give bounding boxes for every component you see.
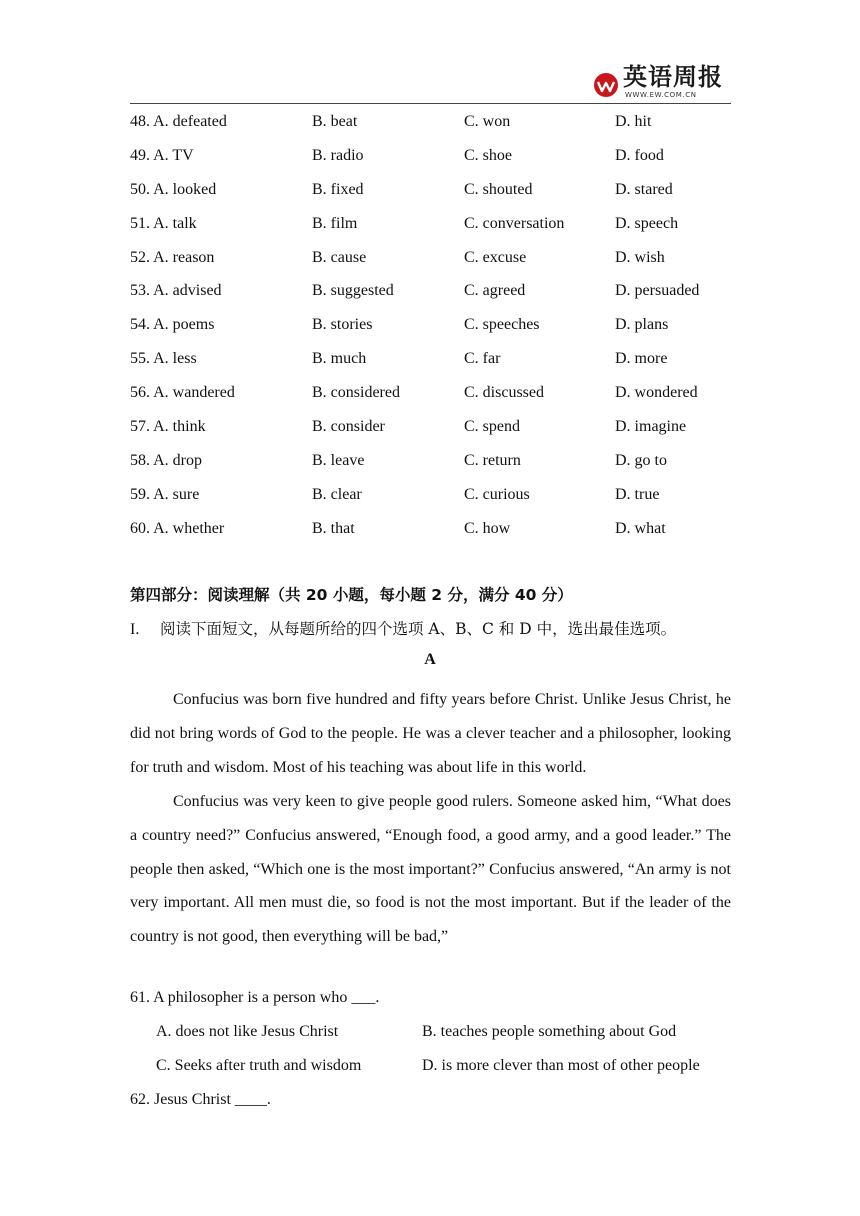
option-d: D. true <box>615 485 660 503</box>
option-c: C. conversation <box>464 214 565 232</box>
option-a: 52. A. reason <box>130 248 215 266</box>
option-c: C. spend <box>464 418 520 436</box>
option-row <box>130 518 750 552</box>
option-c: C. excuse <box>464 248 527 266</box>
option-c: C. far <box>464 350 501 368</box>
option-c: C. shoe <box>464 146 512 164</box>
option-a: 54. A. poems <box>130 316 215 334</box>
option-row <box>130 314 750 348</box>
option-a: 48. A. defeated <box>130 113 227 130</box>
question-option-d: D. is more clever than most of other people <box>422 1057 700 1074</box>
option-row <box>130 247 750 281</box>
option-d: D. wondered <box>615 384 698 402</box>
option-d: D. stared <box>615 180 673 198</box>
option-a: 56. A. wandered <box>130 384 235 402</box>
option-row <box>130 111 750 145</box>
option-b: B. beat <box>312 113 358 130</box>
option-c: C. discussed <box>464 384 544 402</box>
page-header <box>130 60 731 104</box>
header-rule <box>130 103 731 104</box>
option-c: C. agreed <box>464 282 526 300</box>
option-d: D. plans <box>615 316 669 334</box>
option-b: B. clear <box>312 485 362 503</box>
question-stem: 62. Jesus Christ ____. <box>130 1091 271 1108</box>
option-row <box>130 450 750 484</box>
option-c: C. curious <box>464 485 530 503</box>
section-instruction <box>130 617 676 639</box>
reading-passage <box>130 683 731 954</box>
option-row <box>130 213 750 247</box>
option-d: D. wish <box>615 248 665 266</box>
option-c: C. return <box>464 451 521 469</box>
question-stem: 61. A philosopher is a person who ___. <box>130 989 380 1006</box>
passage-paragraph: Confucius was very keen to give people good rulers. Someone asked him, “What does a country need?” Confucius answered, “Enough food, a good army, and a good leader.” The people then asked, “Which one is the most important?” Confucius answered, “An army is not very important. All men must die, so food is not the most important. But if the leader of the country is not good, then everything will be bad,” <box>130 792 731 946</box>
option-d: D. what <box>615 519 666 537</box>
option-a: 55. A. less <box>130 350 197 368</box>
option-d: D. go to <box>615 451 667 469</box>
passage-paragraph: Confucius was born five hundred and fifty years before Christ. Unlike Jesus Christ, he did not bring words of God to the people. He was a clever teacher and a philosopher, looking for truth and wisdom. Most of his teaching was about life in this world. <box>130 691 731 776</box>
option-a: 49. A. TV <box>130 146 194 164</box>
option-d: D. speech <box>615 214 679 232</box>
option-d: D. more <box>615 350 668 368</box>
instruction-text: 阅读下面短文，从每题所给的四个选项 A、B、C 和 D 中，选出最佳选项。 <box>160 620 677 638</box>
option-b: B. considered <box>312 384 400 402</box>
option-a: 59. A. sure <box>130 485 200 503</box>
cloze-options-list <box>130 111 750 552</box>
instruction-number: I. <box>130 621 140 638</box>
question-option-c: C. Seeks after truth and wisdom <box>156 1057 362 1074</box>
passage-label: A <box>424 651 436 668</box>
option-b: B. much <box>312 350 367 368</box>
option-a: 58. A. drop <box>130 451 202 469</box>
option-a: 50. A. looked <box>130 180 217 198</box>
option-c: C. won <box>464 113 511 130</box>
option-row <box>130 179 750 213</box>
option-b: B. stories <box>312 316 373 334</box>
option-a: 60. A. whether <box>130 519 225 537</box>
option-b: B. suggested <box>312 282 394 300</box>
option-b: B. cause <box>312 248 367 266</box>
option-row <box>130 280 750 314</box>
option-b: B. leave <box>312 451 365 469</box>
option-row <box>130 484 750 518</box>
option-d: D. food <box>615 146 664 164</box>
option-c: C. speeches <box>464 316 540 334</box>
option-d: D. imagine <box>615 418 687 436</box>
option-d: D. persuaded <box>615 282 700 300</box>
option-c: C. how <box>464 519 511 537</box>
option-b: B. fixed <box>312 180 364 198</box>
option-row <box>130 382 750 416</box>
option-c: C. shouted <box>464 180 533 198</box>
option-row <box>130 416 750 450</box>
option-d: D. hit <box>615 113 652 130</box>
question-option-b: B. teaches people something about God <box>422 1023 677 1040</box>
logo-url: WWW.EW.COM.CN <box>625 91 697 99</box>
option-b: B. that <box>312 519 355 537</box>
logo-emblem-icon <box>593 72 619 98</box>
option-row <box>130 145 750 179</box>
option-b: B. film <box>312 214 358 232</box>
option-b: B. radio <box>312 146 364 164</box>
option-a: 51. A. talk <box>130 214 197 232</box>
newspaper-logo <box>593 64 725 102</box>
option-b: B. consider <box>312 418 385 436</box>
logo-text: 英语周报 <box>623 62 723 91</box>
option-a: 53. A. advised <box>130 282 222 300</box>
question-option-a: A. does not like Jesus Christ <box>156 1023 339 1040</box>
option-row <box>130 348 750 382</box>
section-title: 第四部分：阅读理解（共 20 小题，每小题 2 分，满分 40 分） <box>130 586 573 604</box>
option-a: 57. A. think <box>130 418 206 436</box>
